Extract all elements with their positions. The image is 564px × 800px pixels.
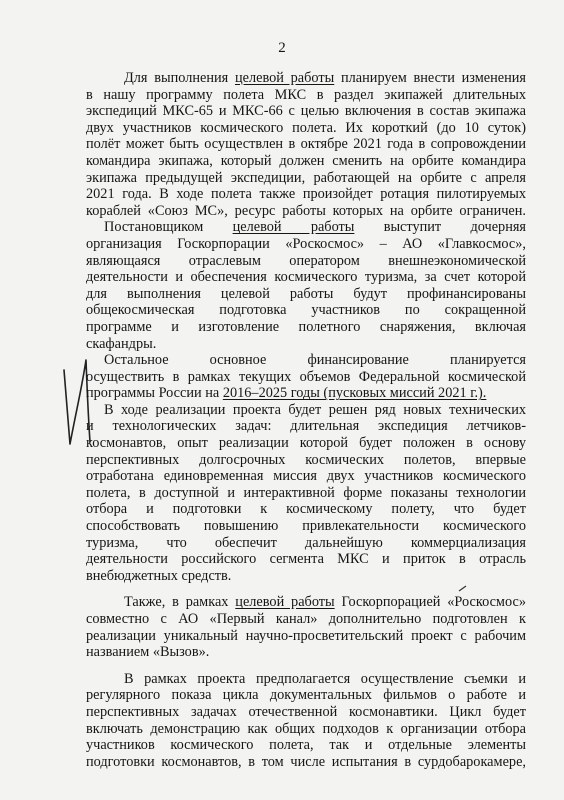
text-line: подготовки космонавтов, в том числе испытания в сурдобарокамере,: [86, 753, 526, 770]
document-body: [86, 70, 526, 770]
text-span: Госкорпорацией «Роскосмос»: [334, 594, 526, 611]
text-line: включать демонстрацию как общих подходов к организации отбора: [86, 720, 526, 737]
underlined-term: целевой работы: [234, 70, 335, 86]
paragraph-3: [86, 352, 526, 402]
handwritten-tick-mark: [458, 585, 468, 593]
text-span: Для выполнения: [124, 70, 235, 86]
page-number: 2: [278, 40, 286, 56]
text-span: программы России на: [86, 385, 223, 402]
paragraph-1: [86, 70, 526, 219]
text-line: экипажа предыдущей экспедиции, работающей на орбите с апреля: [86, 169, 526, 186]
text-line: реализации уникальный научно-просветительский проект с рабочим: [86, 627, 526, 644]
text-line: организация Госкорпорации «Роскосмос» – АО «Главкосмос»,: [86, 235, 526, 252]
text-line: внебюджетных средств.: [86, 567, 232, 584]
text-line: осуществить в рамках текущих объемов Федеральной космической: [86, 368, 526, 385]
text-line: для выполнения целевой работы будут профинансированы: [86, 285, 526, 302]
text-line: [86, 219, 526, 236]
text-span: Остальное основное финансирование планируется: [104, 352, 526, 369]
underlined-term: целевой работы: [235, 594, 335, 611]
text-line: в нашу программу полета МКС в раздел экипажей длительных: [86, 86, 526, 103]
text-line: деятельности российского сегмента МКС и приток в отрасль: [86, 551, 526, 568]
text-line: регулярного показа цикла документальных фильмов о работе и: [86, 687, 526, 704]
text-span: В рамках проекта предполагается осуществление съемки и: [124, 670, 526, 687]
text-line: туризма, что обеспечит дальнейшую коммерциализация: [86, 534, 526, 551]
text-line: [86, 402, 526, 419]
text-line: названием «Вызов».: [86, 644, 210, 661]
paragraph-5: [86, 594, 526, 660]
text-span: Постановщиком: [104, 219, 233, 236]
underlined-years: 2016–2025 годы (пусковых миссий 2021 г.).: [222, 385, 487, 402]
text-line: 2021 года. В ходе полета также произойдет ротация пилотируемых: [86, 186, 526, 203]
text-line: [86, 671, 526, 688]
text-line: [86, 594, 526, 611]
text-span: планируем внести изменения: [334, 70, 526, 86]
paragraph-2: [86, 219, 526, 352]
text-line: [86, 70, 526, 87]
text-line: отработана единовременная миссия двух участников космического: [86, 468, 526, 485]
underlined-term: целевой работы: [232, 219, 355, 236]
text-line: двух участников космического полета. Их короткий (до 10 суток): [86, 119, 526, 136]
text-line: совместно с АО «Первый канал» дополнительно подготовлен к: [86, 611, 526, 627]
text-line: участников космического полета, так и отдельные элементы: [86, 737, 526, 754]
text-span: Также, в рамках: [124, 594, 236, 611]
text-line: [86, 352, 526, 369]
text-line: деятельности и обеспечения космического туризма, за счет которой: [86, 269, 526, 286]
text-line: способствовать повышению привлекательности космического: [86, 518, 526, 535]
text-line: полета, в доступной и интерактивной форме показаны технологии: [86, 484, 526, 501]
paragraph-gap: [86, 661, 526, 671]
text-span: В ходе реализации проекта будет решен ряд новых технических: [104, 401, 526, 418]
text-line: скафандры.: [86, 335, 157, 352]
text-line: перспективных долгосрочных космических полетов, впервые: [86, 451, 526, 468]
text-line: экспедиций МКС-65 и МКС-66 с целью включения в состав экипажа: [86, 103, 526, 120]
text-line: космонавтов, опыт реализации которой будет положен в основу: [86, 435, 526, 452]
text-line: отбора и подготовки к космическому полету, что будет: [86, 501, 526, 518]
text-line: кораблей «Союз МС», ресурс работы которых на орбите ограничен.: [86, 202, 526, 219]
paragraph-6: [86, 671, 526, 771]
text-line: общекосмическая подготовка участников по сокращенной: [86, 302, 526, 319]
text-span: выступит дочерняя: [354, 219, 526, 236]
text-line: и технологических задач: длительная экспедиция летчиков-: [86, 418, 526, 435]
text-line: полёт может быть осуществлен в октябре 2021 года в сопровождении: [86, 136, 526, 153]
text-line: программе и изготовление полетного снаряжения, включая: [86, 318, 526, 335]
text-line: [86, 385, 526, 402]
text-line: командира экипажа, который должен сменить на орбите командира: [86, 152, 526, 169]
paragraph-4: [86, 402, 526, 585]
text-line: являющаяся отраслевым оператором внешнеэкономической: [86, 252, 526, 269]
text-line: перспективных задачах отечественной космонавтики. Цикл будет: [86, 703, 526, 720]
